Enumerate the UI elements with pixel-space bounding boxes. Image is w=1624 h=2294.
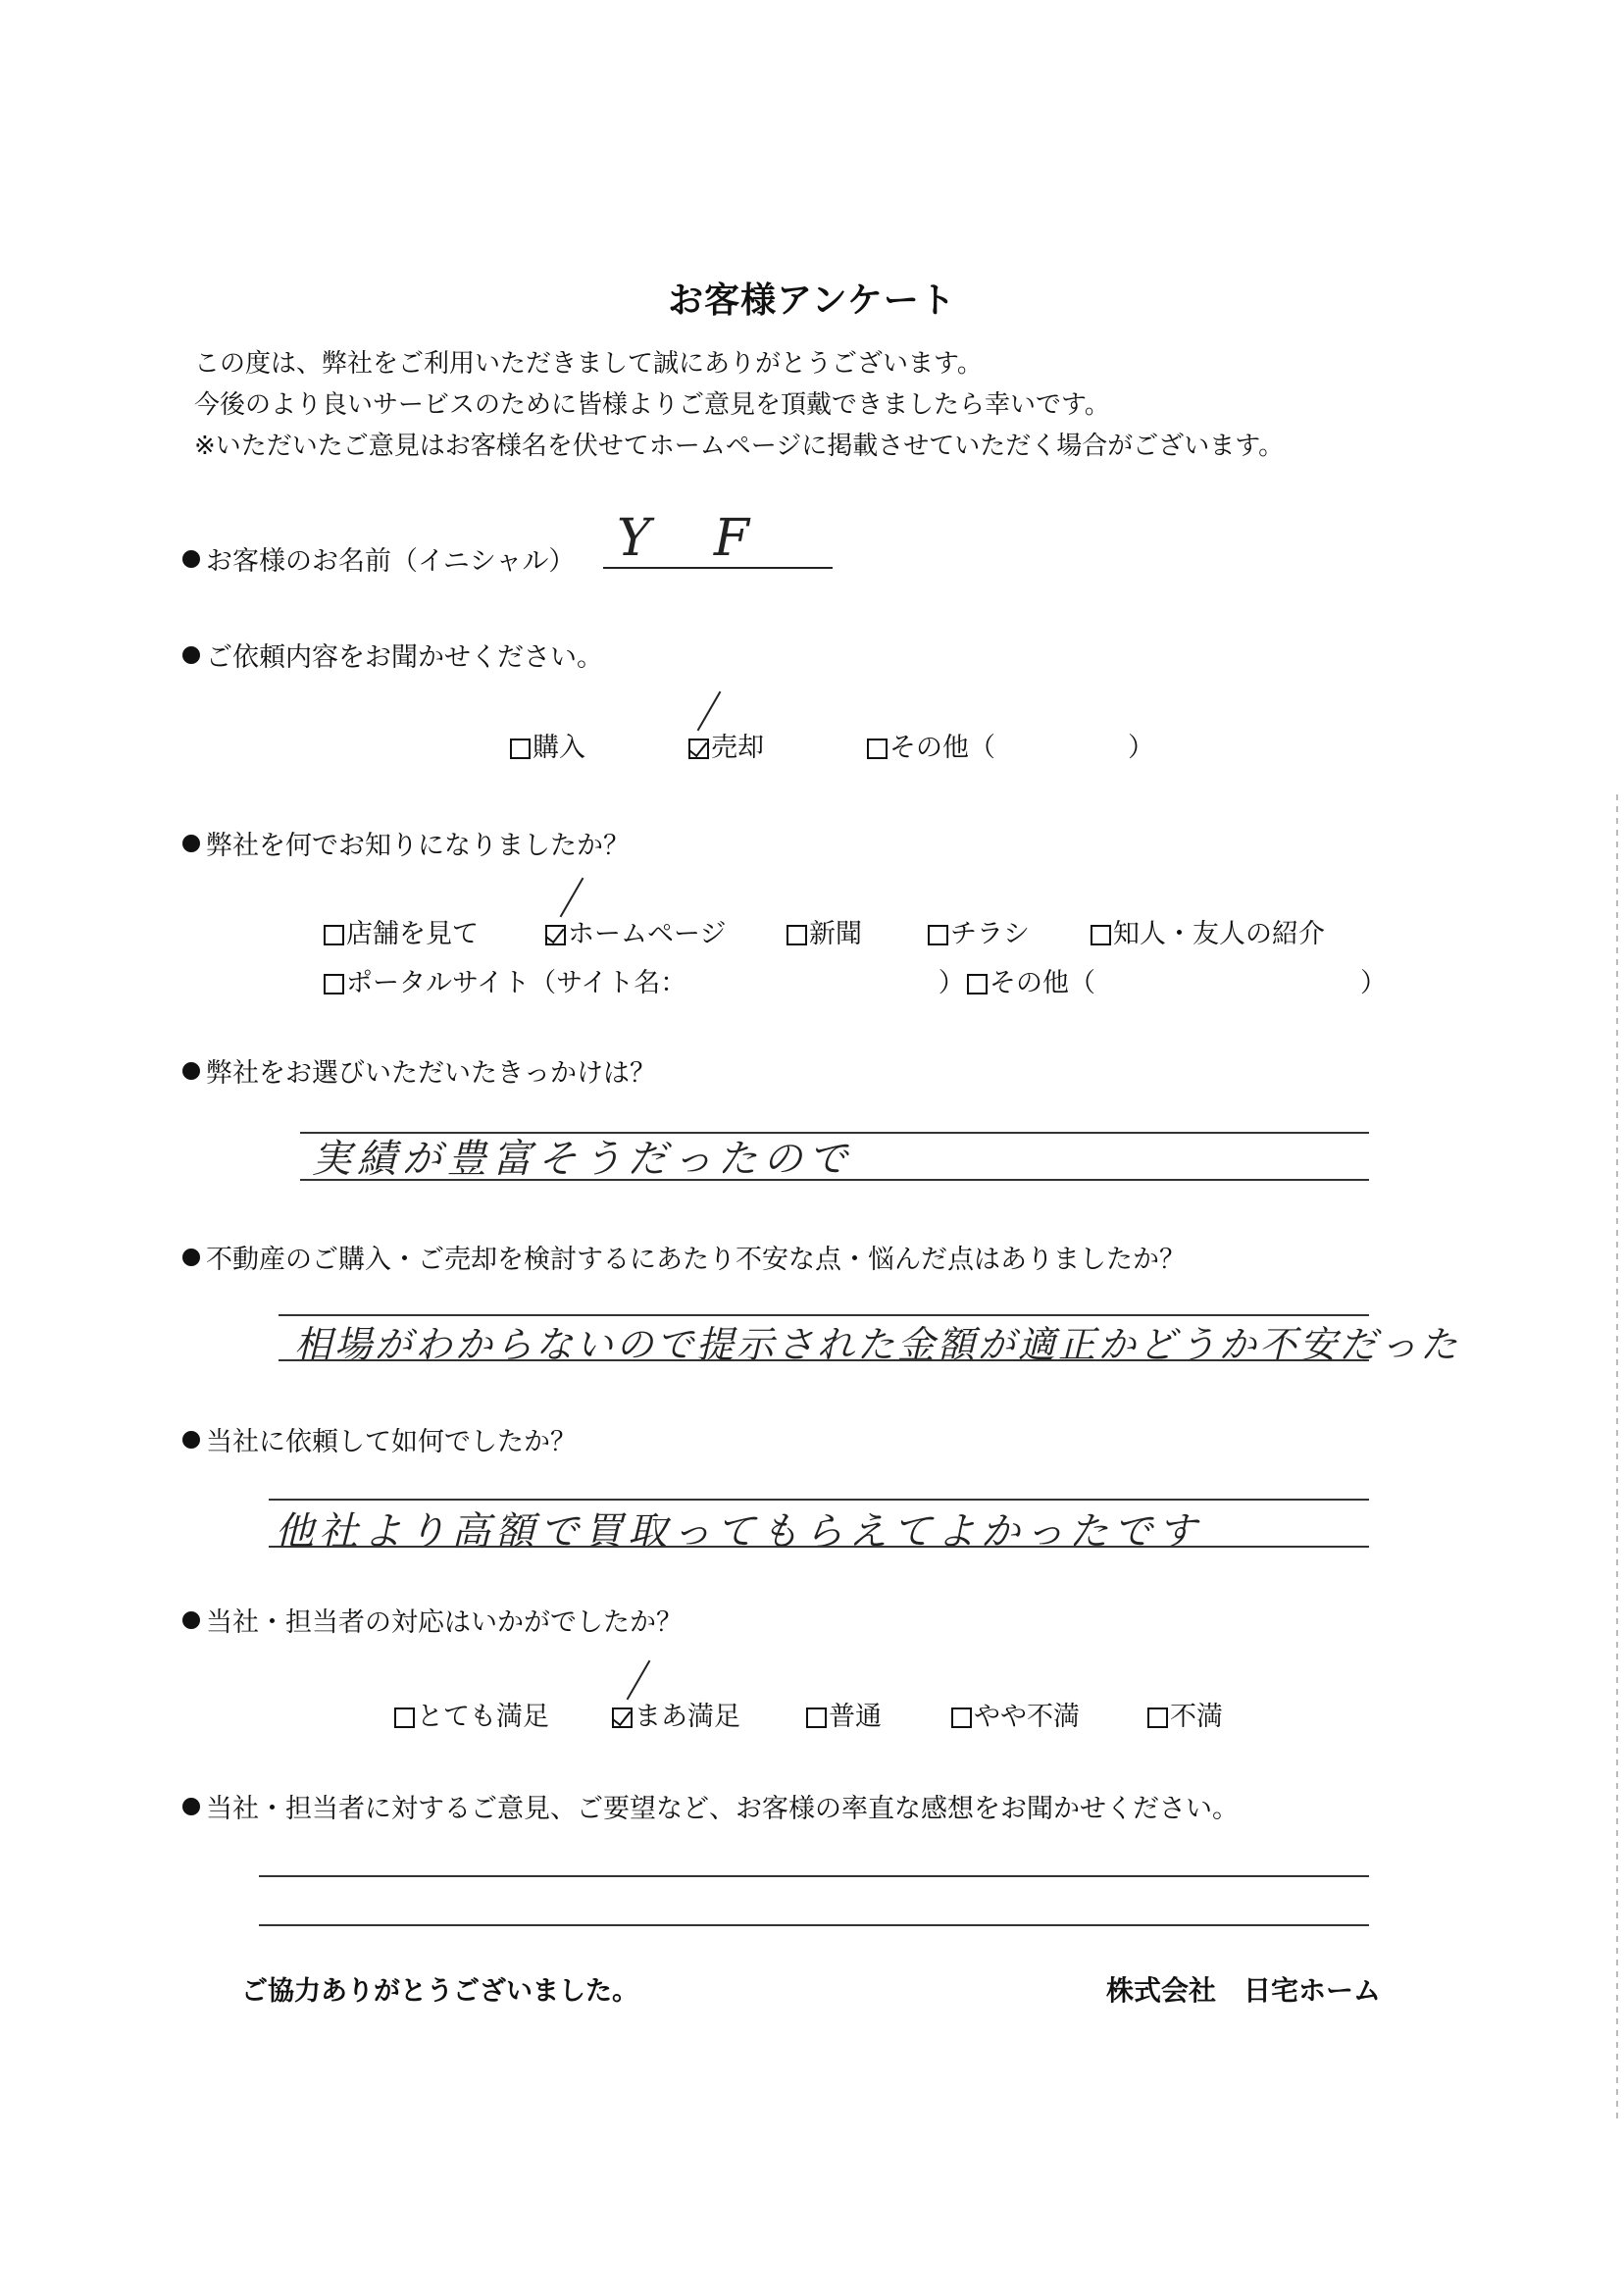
option-label: やや不満: [974, 1702, 1080, 1732]
answer-line: [279, 1359, 1369, 1361]
checkbox-icon[interactable]: [1091, 925, 1111, 945]
question-label: お客様のお名前（イニシャル）: [206, 546, 576, 577]
question-label: 当社・担当者の対応はいかがでしたか？: [206, 1607, 683, 1638]
bullet-icon: [182, 1431, 200, 1449]
question-label: 当社に依頼して如何でしたか？: [206, 1427, 577, 1457]
answer-line: [259, 1924, 1369, 1926]
bullet-icon: [182, 1611, 200, 1629]
bullet-icon: [182, 835, 200, 852]
option-satisfied[interactable]: [612, 1695, 740, 1733]
option-sale[interactable]: [688, 726, 764, 764]
question-service: [182, 1601, 683, 1639]
initials-field[interactable]: Y F: [603, 510, 833, 569]
option-label: 不満: [1170, 1702, 1223, 1732]
option-homepage[interactable]: [545, 912, 726, 950]
option-portal-site[interactable]: [324, 961, 965, 999]
question-label: 弊社をお選びいただいたきっかけは？: [206, 1058, 656, 1089]
option-label: ポータルサイト（サイト名： ）: [346, 968, 965, 998]
option-label: ホームページ: [568, 919, 727, 949]
answer-line: [269, 1546, 1369, 1548]
option-label: 普通: [829, 1702, 882, 1732]
checkbox-icon[interactable]: [324, 925, 344, 945]
checkbox-icon[interactable]: [324, 974, 344, 994]
concern-answer[interactable]: 相場がわからないので提示された金額が適正かどうか不安だった: [294, 1323, 1461, 1366]
option-label: 知人・友人の紹介: [1113, 919, 1325, 949]
question-reason: [182, 1051, 656, 1090]
question-name: [182, 539, 575, 578]
closing-message: ご協力ありがとうございました。: [241, 1976, 638, 2007]
checkbox-icon[interactable]: [867, 739, 888, 759]
option-label: 店舗を見て: [346, 919, 479, 949]
intro-text: [194, 343, 1284, 467]
checkbox-icon[interactable]: [510, 739, 531, 759]
option-very-satisfied[interactable]: [394, 1695, 549, 1733]
checkbox-icon[interactable]: [967, 974, 988, 994]
option-neutral[interactable]: [806, 1695, 882, 1733]
option-label: その他（ ）: [990, 968, 1387, 998]
bullet-icon: [182, 646, 200, 664]
answer-line: [259, 1875, 1369, 1877]
checkbox-checked-icon[interactable]: [545, 925, 566, 945]
option-source-other[interactable]: [967, 961, 1387, 999]
option-flyer[interactable]: [928, 912, 1030, 950]
option-label: まあ満足: [634, 1702, 740, 1732]
company-name: 株式会社 日宅ホーム: [1106, 1974, 1382, 2007]
option-somewhat-dissatisfied[interactable]: [951, 1695, 1080, 1733]
reason-answer[interactable]: 実績が豊富そうだったので: [312, 1137, 853, 1182]
scan-edge: [1616, 794, 1618, 2118]
intro-line: この度は、弊社をご利用いただきまして誠にありがとうございます。: [194, 349, 983, 379]
result-answer[interactable]: 他社より高額で買取ってもらえてよかったです: [275, 1509, 1201, 1555]
option-label: チラシ: [950, 919, 1030, 949]
question-source: [182, 824, 630, 862]
answer-line: [300, 1179, 1369, 1181]
checkbox-icon[interactable]: [394, 1708, 415, 1728]
question-request: [182, 636, 603, 674]
option-referral[interactable]: [1091, 912, 1325, 950]
question-label: 不動産のご購入・ご売却を検討するにあたり不安な点・悩んだ点はありましたか？: [206, 1245, 1186, 1275]
checkbox-icon[interactable]: [1147, 1708, 1168, 1728]
checkbox-icon[interactable]: [928, 925, 948, 945]
option-dissatisfied[interactable]: [1147, 1695, 1223, 1733]
bullet-icon: [182, 1798, 200, 1815]
question-label: 当社・担当者に対するご意見、ご要望など、お客様の率直な感想をお聞かせください。: [206, 1794, 1239, 1824]
checkbox-icon[interactable]: [951, 1708, 972, 1728]
question-opinion: [182, 1787, 1239, 1825]
checkbox-checked-icon[interactable]: [612, 1708, 633, 1728]
option-label: 購入: [533, 733, 585, 763]
checkbox-icon[interactable]: [806, 1708, 827, 1728]
option-newspaper[interactable]: [787, 912, 862, 950]
question-concern: [182, 1238, 1186, 1276]
option-purchase[interactable]: [510, 726, 585, 764]
option-label: とても満足: [417, 1702, 549, 1732]
question-result: [182, 1420, 577, 1458]
bullet-icon: [182, 1062, 200, 1080]
question-label: 弊社を何でお知りになりましたか？: [206, 831, 630, 861]
option-other[interactable]: [867, 726, 1154, 764]
option-label: 売却: [711, 733, 764, 763]
option-label: その他（ ）: [889, 733, 1154, 763]
intro-line: ※いただいたご意見はお客様名を伏せてホームページに掲載させていただく場合がございます。: [194, 432, 1285, 461]
option-label: 新聞: [809, 919, 862, 949]
question-label: ご依頼内容をお聞かせください。: [206, 642, 603, 673]
option-store[interactable]: [324, 912, 479, 950]
bullet-icon: [182, 550, 200, 568]
checkbox-checked-icon[interactable]: [688, 739, 709, 759]
bullet-icon: [182, 1249, 200, 1266]
intro-line: 今後のより良いサービスのために皆様よりご意見を頂戴できましたら幸いです。: [194, 390, 1110, 420]
checkbox-icon[interactable]: [787, 925, 807, 945]
form-title: お客様アンケート: [668, 280, 956, 321]
